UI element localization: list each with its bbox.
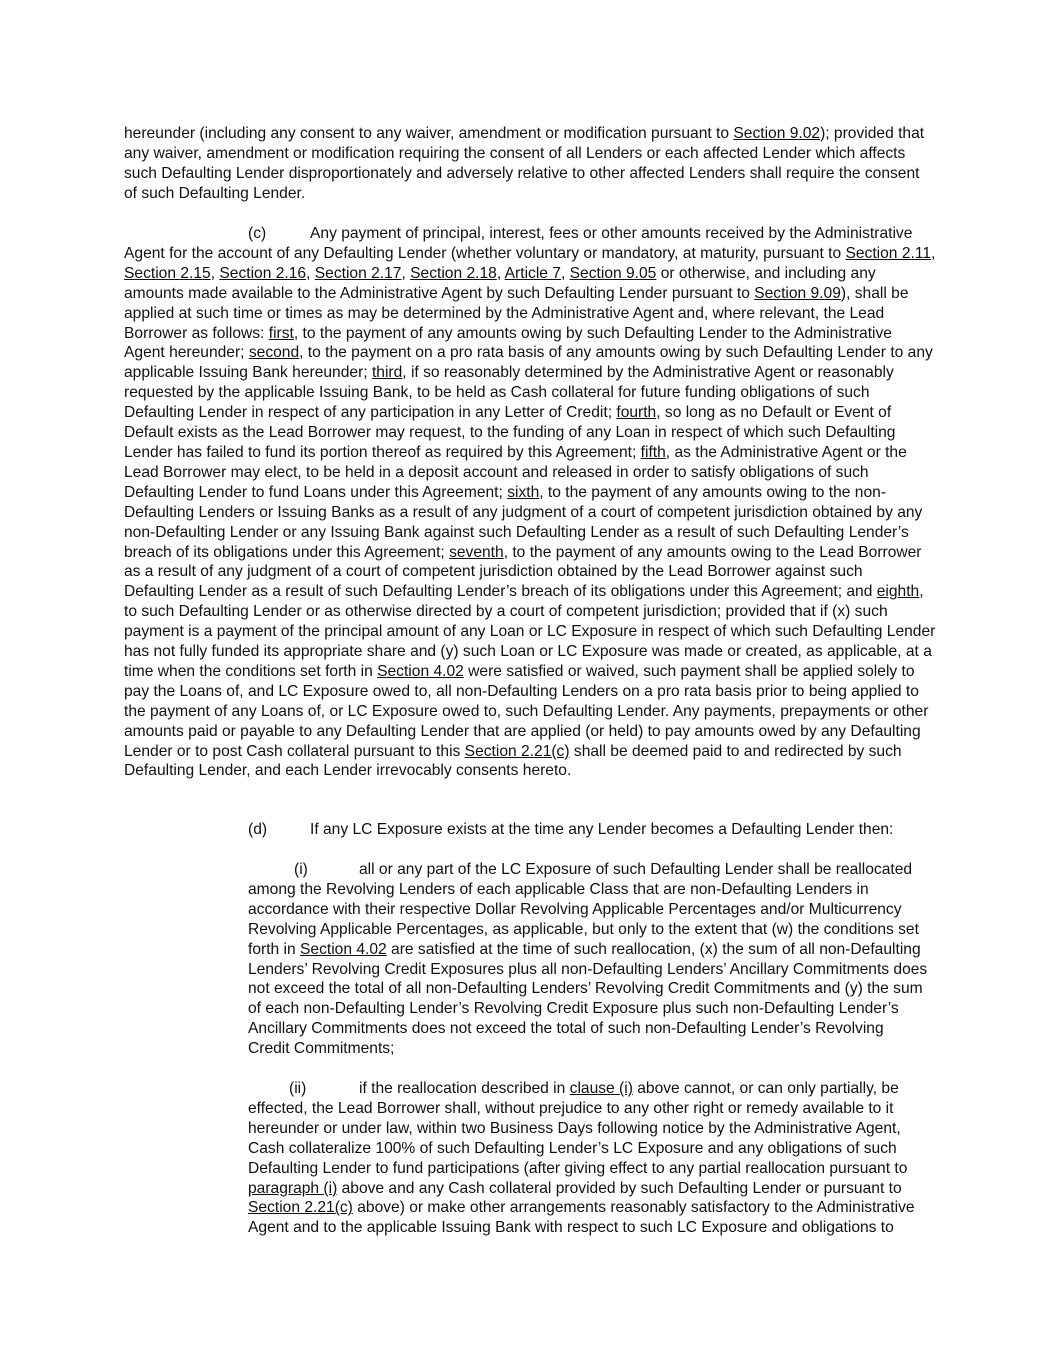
paragraph-text: hereunder (including any consent to any waiver, amendment or modification pursuant to (124, 125, 734, 142)
section-reference: Section 2.17 (314, 264, 402, 282)
paragraph-label: (i) (294, 861, 308, 878)
section-reference: Section 2.16 (219, 264, 307, 282)
ordinal-term: sixth (507, 483, 540, 501)
paragraph-text: are satisfied at the time of such reallocation, (x) the sum of all non-Defaulting Lenders’ Revolving Credit Exposures plus all non-Defaulting Lenders’ Ancillary Commitments does not exceed the total of all non-Defaulting Lenders’ Revolving Credit Commitments and (y) the sum of each non-Defaulting Lender’s Revolving Credit Exposure plus such non-Defaulting Lender’s Ancillary Commitments does not exceed the total of such non-Defaulting Lender’s Revolving Credit Commitments; (248, 940, 928, 1058)
paragraph-text: , (496, 264, 505, 282)
ordinal-term: fifth (640, 443, 666, 461)
paragraph-label: (d) (248, 821, 268, 838)
ordinal-term: eighth (876, 583, 920, 601)
paragraph-text: ); provided that any waiver, amendment or modification requiring the consent of all Lenders or each affected Lender which affects such Defaulting Lender disproportionately and adversely relative to other affected Lenders shall require the consent of such Defaulting Lender. (124, 125, 925, 202)
paragraph-text: , to the payment of any amounts owing to the non-Defaulting Lenders or Issuing Banks as a result of any judgment of a court of competent jurisdiction obtained by any non-Defaulting Lender or any Issuing Bank against such Defaulting Lender as a result of such Defaulting Lender’s breach of its obligations under this Agreement; (124, 483, 923, 561)
section-reference: Section 9.05 (569, 264, 657, 282)
ordinal-term: second (248, 344, 300, 362)
paragraph-text: shall be deemed paid to and redirected by such Defaulting Lender, and each Lender irrevocably consents hereto. (124, 742, 902, 780)
paragraph-text: , (401, 264, 411, 282)
paragraph-d-ii (248, 1079, 928, 1238)
paragraph-text: were satisfied or waived, such payment shall be applied solely to pay the Loans of, and LC Exposure owed to, all non-Defaulting Lenders on a pro rata basis prior to being applied to the payment of any Loans of, or LC Exposure owed to, such Defaulting Lender. Any payments, prepayments or other amounts paid or payable to any Defaulting Lender that are applied (or held) to pay amounts owed by any Defaulting Lender or to post Cash collateral pursuant to this (124, 662, 929, 760)
paragraph-continuation (124, 124, 936, 204)
article-reference: Article 7 (504, 264, 561, 282)
paragraph-text: above and any Cash collateral provided by such Defaulting Lender or pursuant to (337, 1179, 902, 1197)
paragraph-text: , (560, 264, 570, 282)
paragraph-text: all or any part of the LC Exposure of such Defaulting Lender shall be reallocated among the Revolving Lenders of each applicable Class that are non-Defaulting Lenders in accordance with their respective Dollar Revolving Applicable Percentages and/or Multicurrency Revolving Applicable Percentages, as applicable, but only to the extent that (w) the conditions set forth in (248, 861, 919, 958)
paragraph-c (124, 224, 936, 781)
section-reference: Section 4.02 (300, 940, 387, 958)
section-reference: Section 2.11 (845, 244, 932, 262)
paragraph-text: or otherwise, and including any amounts made available to the Administrative Agent by such Defaulting Lender pursuant to (124, 264, 876, 302)
paragraph-text: above cannot, or can only partially, be effected, the Lead Borrower shall, without prejudice to any other right or remedy available to it hereunder or under law, within two Business Days following notice by the Administrative Agent, Cash collateralize 100% of such Defaulting Lender’s LC Exposure and any obligations of such Defaulting Lender to fund participations (after giving effect to any partial reallocation pursuant to (248, 1080, 908, 1177)
paragraph-text: above) or make other arrangements reasonably satisfactory to the Administrative Agent and to the applicable Issuing Bank with respect to such LC Exposure and obligations to (248, 1199, 915, 1237)
clause-reference: clause (i) (569, 1080, 633, 1097)
section-reference: Section 2.15 (124, 264, 211, 282)
paragraph-text: if the reallocation described in (359, 1080, 570, 1097)
paragraph-text: , to the payment of any amounts owing to the Lead Borrower as a result of any judgment of a court of competent jurisdiction obtained by the Lead Borrower against such Defaulting Lender as a result of such Defaulting Lender’s breach of its obligations under this Agreement; and (124, 543, 922, 601)
paragraph-text: , (210, 264, 220, 282)
paragraph-text: Any payment of principal, interest, fees or other amounts received by the Administrative Agent for the account of any Defaulting Lender (whether voluntary or mandatory, at maturity, pursuant to (124, 225, 913, 262)
paragraph-text: , so long as no Default or Event of Default exists as the Lead Borrower may request, to the funding of any Loan in respect of which such Defaulting Lender has failed to fund its portion thereof as required by this Agreement; (124, 404, 896, 461)
section-reference: Section 2.21(c) (464, 742, 570, 760)
paragraph-label: (c) (248, 225, 267, 242)
section-reference: Section 2.18 (410, 264, 497, 282)
paragraph-text: , as the Administrative Agent or the Lead Borrower may elect, to be held in a deposit account and released in order to satisfy obligations of such Defaulting Lender to fund Loans under this Agreement; (124, 443, 907, 501)
paragraph-label: (ii) (289, 1080, 307, 1097)
paragraph-text: , to such Defaulting Lender or as otherwise directed by a court of competent jurisdiction; provided that if (x) such payment is a payment of the principal amount of any Loan or LC Exposure in respect of which such Defaulting Lender has not fully funded its appropriate share and (y) such Loan or LC Exposure was made or created, as applicable, at a time when the conditions set forth in (124, 583, 936, 680)
section-reference: Section 9.02 (733, 125, 821, 142)
paragraph-text: , if so reasonably determined by the Administrative Agent or reasonably requested by the applicable Issuing Bank, to be held as Cash collateral for future funding obligations of such Defaulting Lender in respect of any participation in any Letter of Credit; (124, 364, 894, 422)
ordinal-term: third (371, 364, 403, 382)
section-reference: Section 2.21(c) (248, 1199, 353, 1217)
section-reference: Section 9.09 (754, 284, 841, 302)
ordinal-term: seventh (449, 543, 504, 561)
paragraph-text: , to the payment of any amounts owing by such Defaulting Lender to the Administrative Agent hereunder; (124, 324, 892, 362)
paragraph-reference: paragraph (i) (248, 1179, 338, 1197)
paragraph-d (124, 820, 936, 840)
ordinal-term: first (268, 324, 294, 342)
paragraph-d-i (248, 860, 928, 1059)
ordinal-term: fourth (616, 404, 657, 422)
paragraph-text: , (931, 244, 936, 262)
paragraph-text: ), shall be applied at such time or times as may be determined by the Administrative Agent and, where relevant, the Lead Borrower as follows: (124, 284, 909, 342)
paragraph-text: , to the payment on a pro rata basis of any amounts owing by such Defaulting Lender to any applicable Issuing Bank hereunder; (124, 344, 933, 382)
paragraph-text: , (306, 264, 315, 282)
section-reference: Section 4.02 (377, 662, 464, 680)
paragraph-text: If any LC Exposure exists at the time any Lender becomes a Defaulting Lender then: (310, 821, 894, 838)
